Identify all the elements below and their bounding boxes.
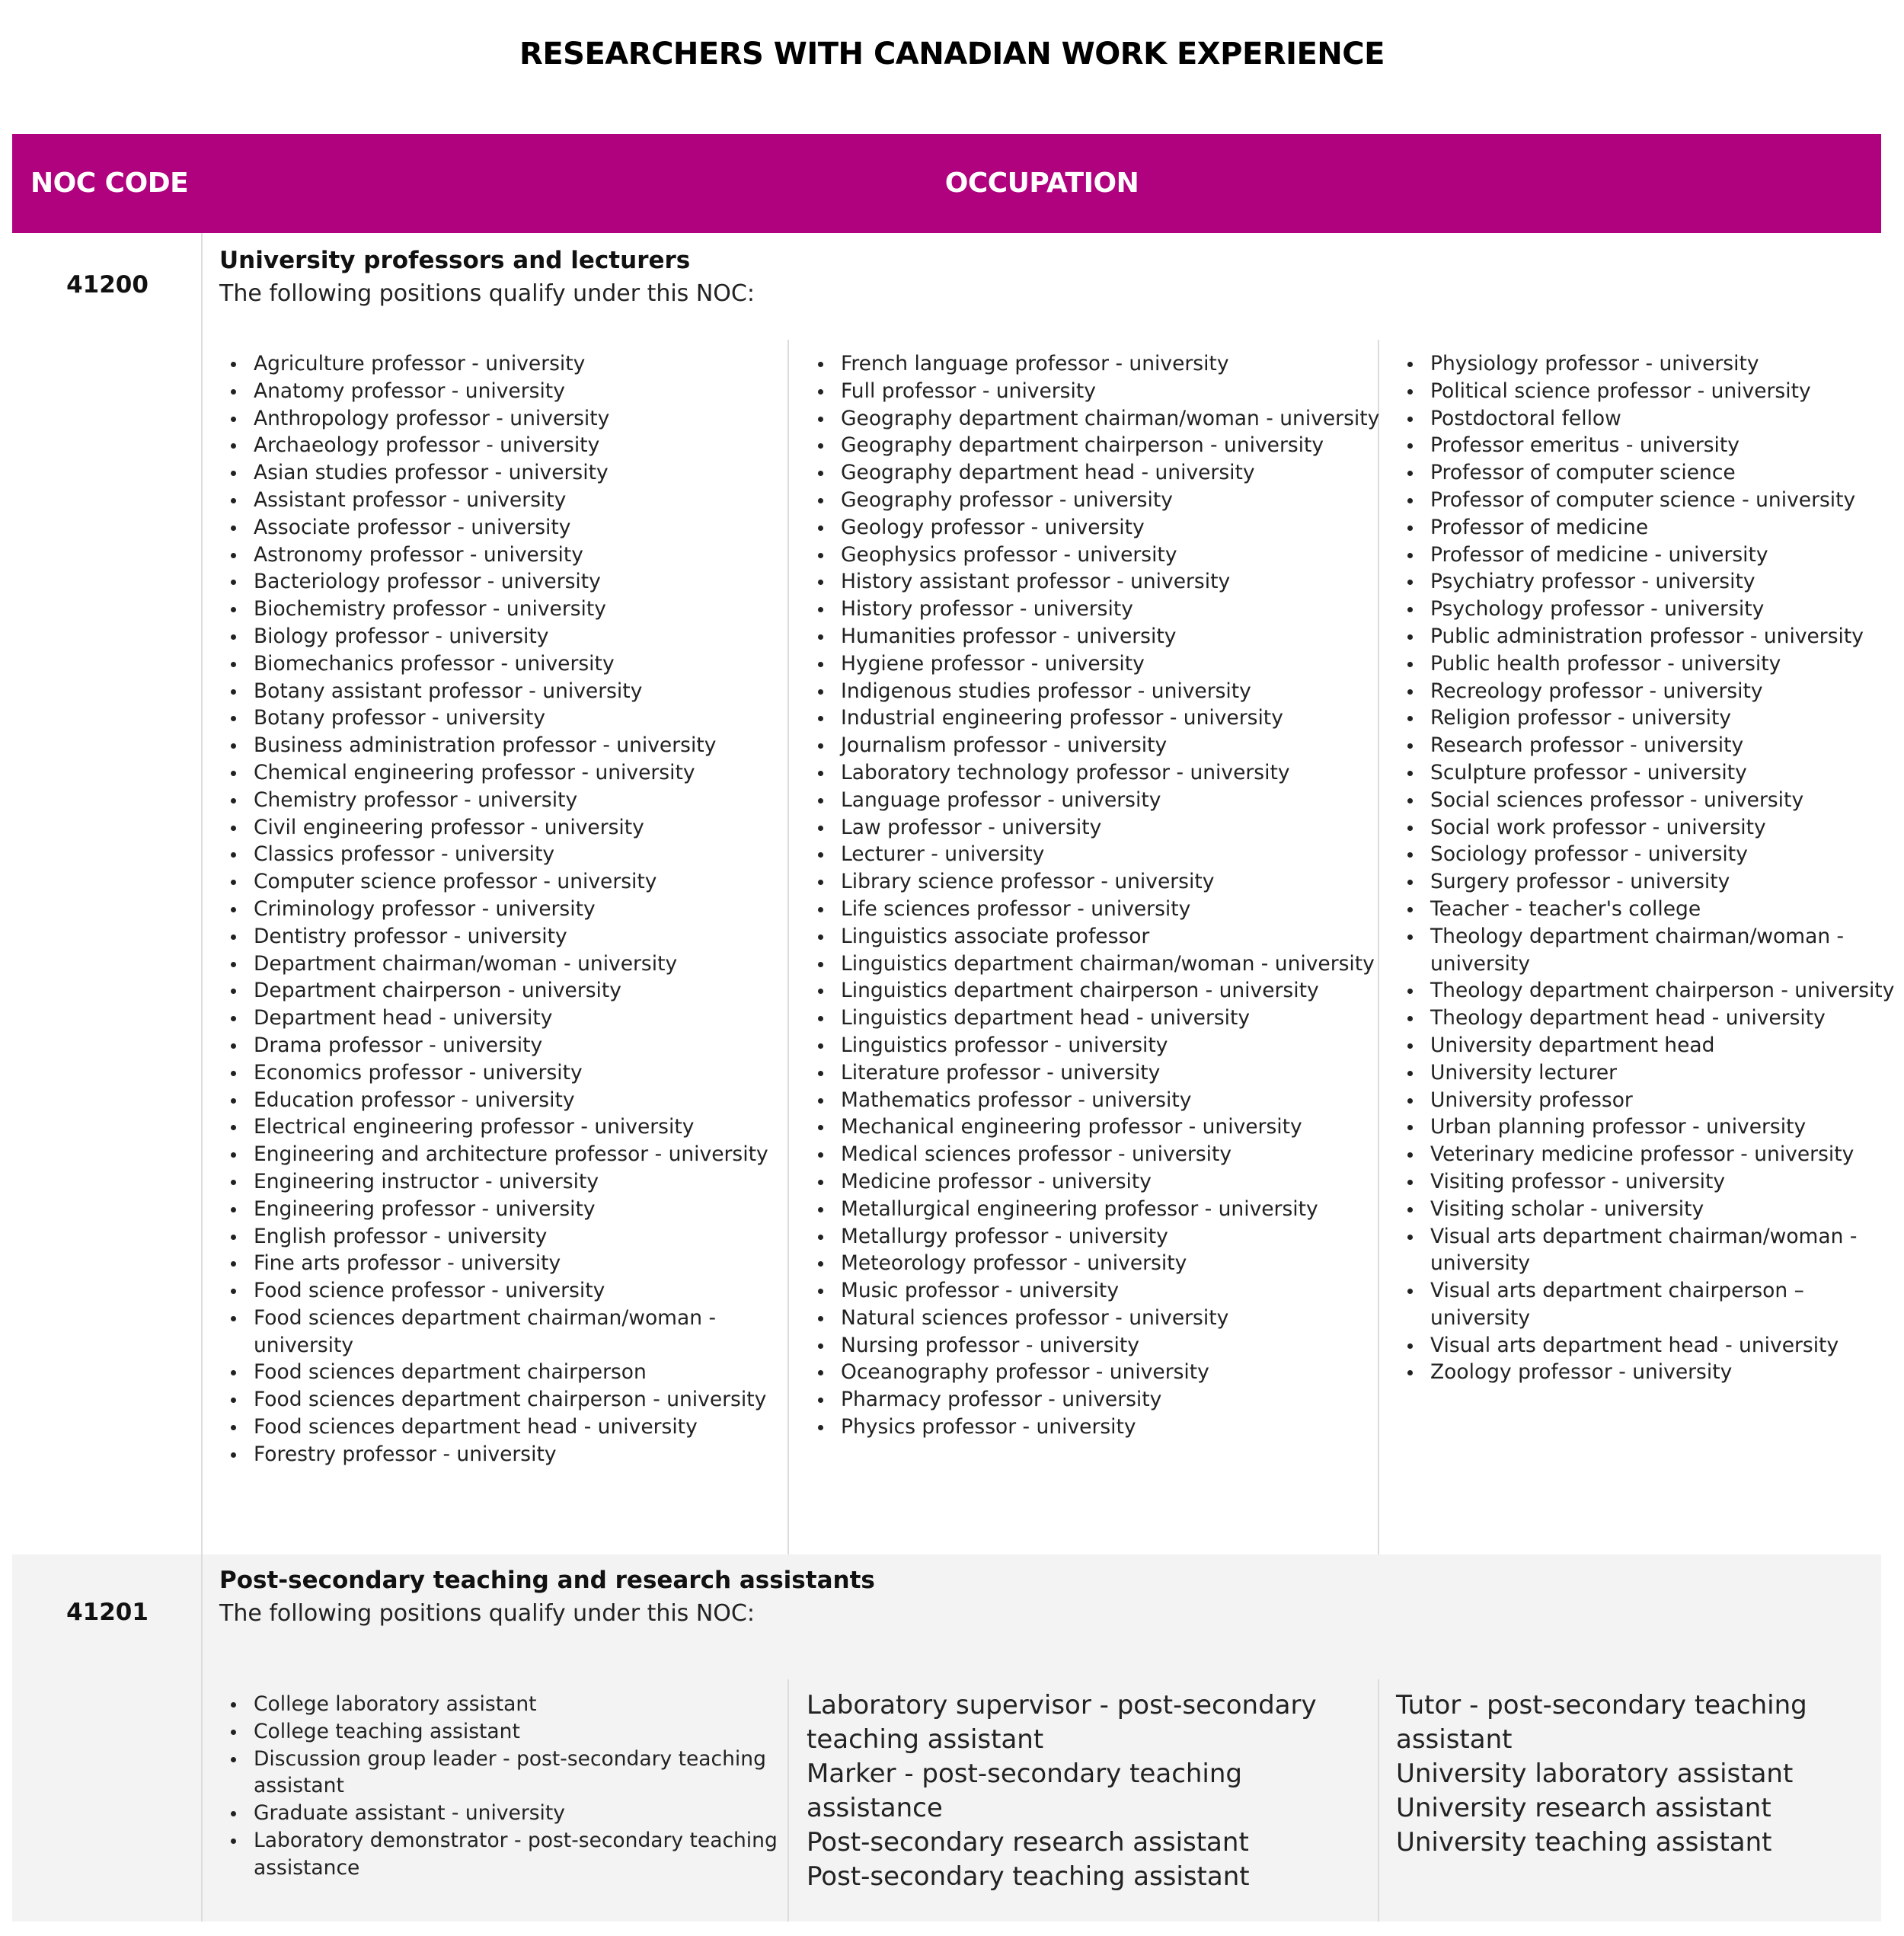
position-item: Theology department chairperson - university	[1430, 977, 1902, 1005]
position-item: Biology professor - university	[254, 623, 813, 650]
position-item: Food science professor - university	[254, 1277, 813, 1305]
position-item: History professor - university	[841, 596, 1408, 623]
position-list-column-3	[1396, 1688, 1868, 1860]
position-item: Theology department chairman/woman - university	[1430, 923, 1902, 978]
position-item: Meteorology professor - university	[841, 1250, 1408, 1277]
position-item: Professor of computer science - university	[1430, 487, 1902, 514]
position-item: Metallurgy professor - university	[841, 1223, 1408, 1251]
position-item: Food sciences department head - university	[254, 1414, 813, 1441]
position-item: Teacher - teacher's college	[1430, 896, 1902, 923]
position-item: Religion professor - university	[1430, 704, 1902, 732]
position-item: Visiting scholar - university	[1430, 1196, 1902, 1223]
position-item: Biomechanics professor - university	[254, 650, 813, 678]
position-item: Professor of medicine - university	[1430, 542, 1902, 569]
position-item: Linguistics department head - university	[841, 1005, 1408, 1032]
position-item: Geology professor - university	[841, 514, 1408, 542]
position-item: Education professor - university	[254, 1087, 813, 1114]
position-item: Social sciences professor - university	[1430, 787, 1902, 814]
position-item: College laboratory assistant	[254, 1691, 813, 1718]
position-item: Full professor - university	[841, 378, 1408, 405]
position-item: Dentistry professor - university	[254, 923, 813, 950]
position-item: University laboratory assistant	[1396, 1759, 1794, 1789]
noc-code: 41200	[66, 271, 149, 299]
position-item: Lecturer - university	[841, 841, 1408, 868]
position-item: Criminology professor - university	[254, 896, 813, 923]
position-item: Computer science professor - university	[254, 868, 813, 896]
occupation-subtitle: The following positions qualify under this NOC:	[219, 1600, 755, 1627]
position-item: Geography department head - university	[841, 459, 1408, 487]
position-item: Public health professor - university	[1430, 650, 1902, 678]
position-item: Physics professor - university	[841, 1414, 1408, 1441]
position-item: Medical sciences professor - university	[841, 1141, 1408, 1168]
position-item: Postdoctoral fellow	[1430, 405, 1902, 433]
position-item: Sociology professor - university	[1430, 841, 1902, 868]
position-item: Mechanical engineering professor - university	[841, 1113, 1408, 1141]
position-item: College teaching assistant	[254, 1718, 813, 1746]
position-item: Post-secondary teaching assistant	[807, 1861, 1250, 1892]
occupation-title: Post-secondary teaching and research assistants	[219, 1567, 875, 1594]
position-item: Natural sciences professor - university	[841, 1305, 1408, 1332]
position-item: Sculpture professor - university	[1430, 759, 1902, 787]
position-item: Linguistics department chairman/woman - university	[841, 950, 1408, 978]
position-item: Forestry professor - university	[254, 1441, 813, 1468]
position-item: Linguistics professor - university	[841, 1032, 1408, 1059]
position-item: University lecturer	[1430, 1059, 1902, 1087]
position-item: Food sciences department chairperson - university	[254, 1386, 813, 1414]
position-item: Social work professor - university	[1430, 814, 1902, 842]
position-item: Chemical engineering professor - university	[254, 759, 813, 787]
position-item: Law professor - university	[841, 814, 1408, 842]
position-item: Department chairperson - university	[254, 977, 813, 1005]
position-item: Surgery professor - university	[1430, 868, 1902, 896]
position-item: Fine arts professor - university	[254, 1250, 813, 1277]
position-item: Anthropology professor - university	[254, 405, 813, 433]
position-item: Recreology professor - university	[1430, 678, 1902, 705]
position-item: Mathematics professor - university	[841, 1087, 1408, 1114]
position-item: Public administration professor - university	[1430, 623, 1902, 650]
position-item: Graduate assistant - university	[254, 1800, 813, 1827]
position-item: Bacteriology professor - university	[254, 568, 813, 596]
position-item: Geography department chairperson - university	[841, 432, 1408, 459]
position-item: Food sciences department chairperson	[254, 1359, 813, 1386]
position-item: Laboratory demonstrator - post-secondary teaching assistance	[254, 1827, 813, 1882]
position-item: Medicine professor - university	[841, 1168, 1408, 1196]
position-item: Geophysics professor - university	[841, 542, 1408, 569]
position-list-column-2	[807, 1688, 1374, 1894]
position-list-column-1	[219, 350, 813, 1468]
position-item: French language professor - university	[841, 350, 1408, 378]
position-item: Assistant professor - university	[254, 487, 813, 514]
position-item: Visual arts department head - university	[1430, 1332, 1902, 1359]
position-item: Industrial engineering professor - university	[841, 704, 1408, 732]
position-list-column-1	[219, 1691, 813, 1882]
position-item: Hygiene professor - university	[841, 650, 1408, 678]
position-item: Associate professor - university	[254, 514, 813, 542]
occupation-subtitle: The following positions qualify under this NOC:	[219, 280, 755, 307]
position-item: Geography department chairman/woman - university	[841, 405, 1408, 433]
position-item: Political science professor - university	[1430, 378, 1902, 405]
position-item: English professor - university	[254, 1223, 813, 1251]
position-item: History assistant professor - university	[841, 568, 1408, 596]
position-item: Journalism professor - university	[841, 732, 1408, 759]
position-item: Professor of computer science	[1430, 459, 1902, 487]
position-item: Music professor - university	[841, 1277, 1408, 1305]
position-item: Linguistics associate professor	[841, 923, 1408, 950]
position-item: Visual arts department chairman/woman - university	[1430, 1223, 1902, 1278]
position-item: Tutor - post-secondary teaching assistant	[1396, 1690, 1807, 1755]
position-item: Anatomy professor - university	[254, 378, 813, 405]
position-item: Life sciences professor - university	[841, 896, 1408, 923]
position-item: Metallurgical engineering professor - university	[841, 1196, 1408, 1223]
position-item: Geography professor - university	[841, 487, 1408, 514]
position-item: University teaching assistant	[1396, 1827, 1772, 1858]
position-item: Indigenous studies professor - university	[841, 678, 1408, 705]
position-item: Engineering instructor - university	[254, 1168, 813, 1196]
position-item: Library science professor - university	[841, 868, 1408, 896]
position-item: Pharmacy professor - university	[841, 1386, 1408, 1414]
occupation-title: University professors and lecturers	[219, 247, 691, 274]
position-item: Classics professor - university	[254, 841, 813, 868]
position-item: Engineering and architecture professor - university	[254, 1141, 813, 1168]
position-item: Archaeology professor - university	[254, 432, 813, 459]
position-item: Urban planning professor - university	[1430, 1113, 1902, 1141]
position-item: Biochemistry professor - university	[254, 596, 813, 623]
position-item: Language professor - university	[841, 787, 1408, 814]
position-item: Professor emeritus - university	[1430, 432, 1902, 459]
table-header	[12, 134, 1881, 233]
position-item: Business administration professor - university	[254, 732, 813, 759]
position-item: Chemistry professor - university	[254, 787, 813, 814]
table-row-41200	[12, 233, 1895, 1554]
position-item: Oceanography professor - university	[841, 1359, 1408, 1386]
position-item: Discussion group leader - post-secondary teaching assistant	[254, 1746, 813, 1800]
position-item: University department head	[1430, 1032, 1902, 1059]
position-item: Physiology professor - university	[1430, 350, 1902, 378]
position-list-column-3	[1396, 350, 1902, 1386]
position-item: Civil engineering professor - university	[254, 814, 813, 842]
position-item: Literature professor - university	[841, 1059, 1408, 1087]
position-item: Psychiatry professor - university	[1430, 568, 1902, 596]
position-item: Laboratory technology professor - university	[841, 759, 1408, 787]
position-item: Linguistics department chairperson - university	[841, 977, 1408, 1005]
position-item: Humanities professor - university	[841, 623, 1408, 650]
position-list-column-2	[807, 350, 1408, 1441]
position-item: Post-secondary research assistant	[807, 1827, 1249, 1858]
position-item: Professor of medicine	[1430, 514, 1902, 542]
position-item: Engineering professor - university	[254, 1196, 813, 1223]
position-item: Visual arts department chairperson – university	[1430, 1277, 1902, 1332]
table-row-41201	[12, 1554, 1881, 1922]
column-divider	[1378, 1679, 1379, 1922]
position-item: Laboratory supervisor - post-secondary teaching assistant	[807, 1690, 1317, 1755]
position-item: Department head - university	[254, 1005, 813, 1032]
position-item: Veterinary medicine professor - university	[1430, 1141, 1902, 1168]
position-item: Electrical engineering professor - university	[254, 1113, 813, 1141]
position-item: Zoology professor - university	[1430, 1359, 1902, 1386]
page-title: RESEARCHERS WITH CANADIAN WORK EXPERIENCE	[519, 37, 1385, 72]
position-item: Agriculture professor - university	[254, 350, 813, 378]
noc-code: 41201	[66, 1599, 149, 1626]
position-item: Food sciences department chairman/woman - university	[254, 1305, 813, 1359]
position-item: Visiting professor - university	[1430, 1168, 1902, 1196]
position-item: Botany professor - university	[254, 704, 813, 732]
position-item: Drama professor - university	[254, 1032, 813, 1059]
noc-code-column-header: NOC CODE	[30, 168, 189, 199]
position-item: Department chairman/woman - university	[254, 950, 813, 978]
position-item: University professor	[1430, 1087, 1902, 1114]
position-item: Economics professor - university	[254, 1059, 813, 1087]
position-item: Astronomy professor - university	[254, 542, 813, 569]
occupation-column-header: OCCUPATION	[944, 168, 1139, 199]
position-item: Marker - post-secondary teaching assistance	[807, 1759, 1243, 1823]
column-divider	[201, 233, 203, 1554]
position-item: Psychology professor - university	[1430, 596, 1902, 623]
position-item: University research assistant	[1396, 1793, 1771, 1823]
position-item: Asian studies professor - university	[254, 459, 813, 487]
position-item: Nursing professor - university	[841, 1332, 1408, 1359]
position-item: Research professor - university	[1430, 732, 1902, 759]
position-item: Theology department head - university	[1430, 1005, 1902, 1032]
position-item: Botany assistant professor - university	[254, 678, 813, 705]
